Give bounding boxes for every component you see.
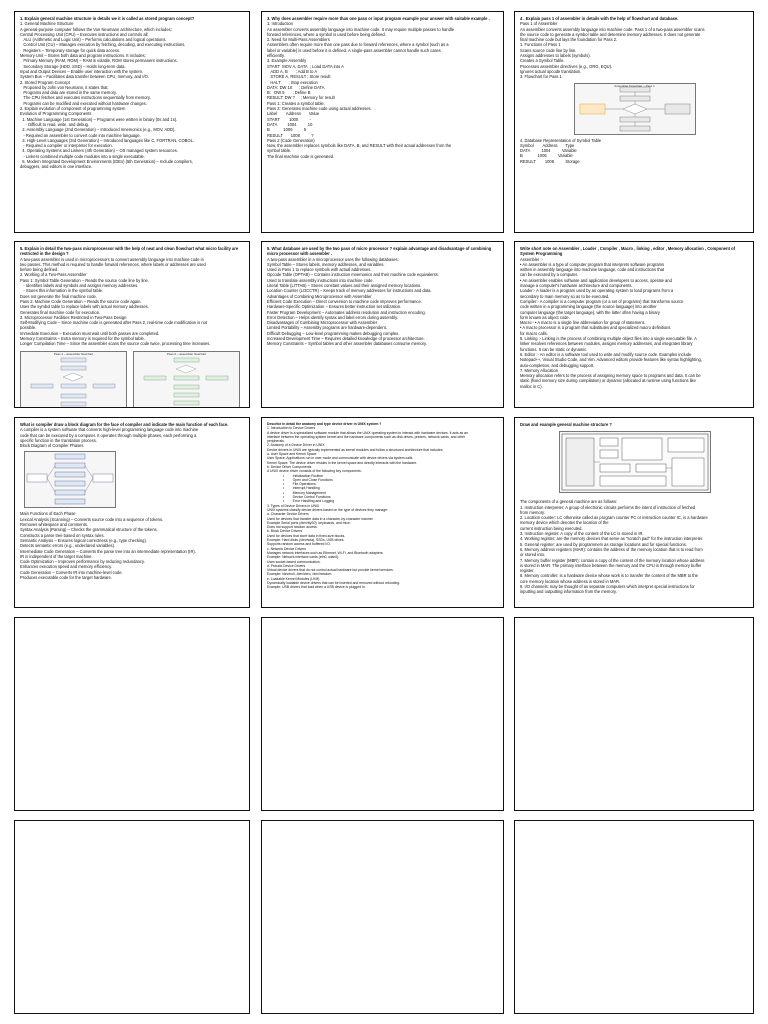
text-line: B 1006 Variable <box>520 153 573 159</box>
text-line: computer language (the target language), with the latter often having a binary <box>520 309 660 315</box>
text-line: 8. Memory controller: is a hardware device whose work is to transfer the content of the MBR to the <box>520 573 698 579</box>
text-line: User Space: Applications run in user mode and communicate with device drivers via system calls. <box>267 456 414 461</box>
text-line: 3. High-Level Languages (3rd Generation) – Introduced languages like C, FORTRAN, COBOL. <box>20 137 195 143</box>
text-line: form known as object code. <box>520 314 570 320</box>
text-line: Generates final machine code for execution. <box>20 309 101 315</box>
text-line: ALU (Arithmetic and Logic Unit) – Performs calculations and logical operations. <box>20 37 167 43</box>
text-line: B: DW 5 ; Define B <box>267 90 311 96</box>
card-machine-structure <box>14 11 250 233</box>
text-line: Faster Program Development – Automates address resolution and instruction encoding. <box>267 309 426 315</box>
figure-caption: Assembler Flowchart – Pass 1 <box>614 83 655 88</box>
text-line: 6. Memory address registers (MAR): contains the address of the memory location that is to read from <box>520 546 703 552</box>
text-line: 1. Functions of Pass 1 <box>520 42 561 48</box>
text-line: Primary Memory (RAM, ROM) – RAM is volatile, ROM stores permanent instructions. <box>20 58 178 64</box>
text-line: Notepad++, Visual Studio Code, and Vim. Advanced editors provide features like syntax highlighting, <box>520 357 702 363</box>
text-line: a. User Space and Kernel Space <box>267 452 317 457</box>
text-line: Pass 2: Generates machine code using actual addresses. <box>267 106 372 112</box>
text-line: A two-pass assembler in a microprocessor uses the following databases: <box>267 256 399 262</box>
text-line: Block Diagram of Compiler Phases <box>20 443 84 449</box>
text-line: Example: /dev/null, /dev/zero, /dev/random. <box>267 572 333 577</box>
text-line: forward references, where a symbol is used before being defined. <box>267 31 386 37</box>
text-line: Loader:- A loader is a program used by an operating system to load programs from a <box>520 288 674 294</box>
text-line: from memory. <box>520 509 545 515</box>
figure-caption: Pass 1 – assembler flowchart <box>53 351 94 356</box>
text-line: The CPU fetches and executes instructions sequentially from memory. <box>20 95 151 101</box>
text-line: Removes whitespace and comments. <box>20 522 89 528</box>
text-line: specific function in the translation process. <box>20 437 97 443</box>
text-line: d. Pseudo Device Drivers <box>267 563 306 568</box>
text-line: linker resolves references between modules, assigns memory addresses, and integrates library <box>520 341 693 347</box>
card-body <box>20 21 245 169</box>
empty-card-r5c2 <box>261 820 504 1014</box>
card-body <box>267 21 499 159</box>
pass2-diagram <box>133 351 240 408</box>
text-line: 3. Microprocessor Facilities Restricted in Two-Pass Design <box>20 314 127 320</box>
text-line: 7. Memory buffer register (MBR): contain a copy of the content of the memory location whose address <box>520 557 705 563</box>
text-line: 1. General Machine Structure <box>20 21 74 27</box>
text-line: Hardware-Specific Optimization – Ensures better instruction set utilization. <box>267 304 402 310</box>
text-line: 9. I/O channels: may be thought of as separate computers which interpret special instructions for <box>520 584 695 590</box>
text-line: Scans source code line by line. <box>520 47 577 53</box>
card-body-2 <box>520 138 749 164</box>
card-assembler-passes <box>261 11 504 233</box>
card-title: 5. What database are used by the two pass of micro processor ? explain advantage and disadvantage of combining micro processor with assembler . <box>267 246 493 257</box>
text-line: Proposed by John von Neumann, it states that: <box>20 84 109 90</box>
card-general-machine <box>514 417 754 608</box>
text-line: 3. Flowchart for Pass 1 <box>520 74 562 80</box>
text-line: 2. Stored Program Concept <box>20 79 70 85</box>
text-line: 6. Editor :- An editor is a software tool used to write and modify source code. Examples include <box>520 351 692 357</box>
text-line: 2. Need for Multi-Pass Assemblers <box>267 37 330 43</box>
text-line: inputting and outputting information from the memory. <box>520 589 617 595</box>
text-line: Syntax Analysis (Parsing) – Checks the grammatical structure of the tokens. <box>20 527 158 533</box>
text-line: memory device which denotes the location of the <box>520 520 609 526</box>
text-line: Main Functions of Each Phase <box>20 511 76 517</box>
machine-structure-diagram <box>559 431 711 493</box>
text-line: before being defined. <box>20 267 59 273</box>
text-line: • Device Control Functions <box>267 495 331 500</box>
text-line: secondary to main memory so as to be executed. <box>520 293 610 299</box>
text-line: Pass 1: Creates a symbol table. <box>267 100 325 106</box>
text-line: Lexical Analysis (Scanning) – Converts source code into a sequence of tokens. <box>20 516 164 522</box>
text-line: static (fixed memory size during compilation) or dynamic (allocated at runtime using functions like <box>520 378 696 384</box>
text-line: the source code to generate a symbol table and determine memory addresses. It does not generate <box>520 31 701 37</box>
text-line: Example: Network interface cards (eth0, wlan0). <box>267 555 340 560</box>
text-line: - Difficult to read, write, and debug. <box>20 121 90 127</box>
text-line: Assemblers often require more than one pass due to forward references, where a symbol (such as a <box>267 42 449 48</box>
text-line: interface between the operating system kernel and the hardware components such as disk drives, printers, network cards, and other <box>267 434 466 439</box>
text-line: • Open and Close Functions <box>267 477 333 482</box>
text-line: 2. Working of a Two-Pass Assembler <box>20 272 87 278</box>
text-line: Now, the assembler replaces symbols like DATA, B, and RESULT with their actual addresses from the <box>267 143 452 149</box>
text-line: Constructs a parse tree based on syntax rules. <box>20 532 105 538</box>
text-line: • An assembler enables software and application developers to access, operate and <box>520 277 672 283</box>
text-line: HALT ; Stop execution <box>267 79 318 85</box>
text-line: Pass 1 of Assembler <box>520 21 558 27</box>
text-line: Does not support random access. <box>267 525 318 530</box>
flowchart-diagram <box>575 84 695 134</box>
text-line: e. Loadable Kernel Modules (LKM) <box>267 576 320 581</box>
text-line: for macro calls. <box>520 330 548 336</box>
text-line: manage a computer's hardware architecture and components. <box>520 283 633 289</box>
empty-card-r4c1 <box>14 617 250 811</box>
card-title: 3. Why does assembler require more than one pass or input program example your answer with suitable example . <box>267 16 490 21</box>
card-body <box>520 21 749 79</box>
text-line: register. <box>520 568 535 574</box>
card-body <box>20 257 245 347</box>
text-line: Intermediate Code Generation – Converts the parse tree into an intermediate representation (IR). <box>20 548 196 554</box>
text-line: 5. Linking :- Linking is the process of combining multiple object files into a single executable file. A <box>520 336 697 342</box>
text-line: A UNIX device driver consists of the following key components: <box>267 469 362 474</box>
text-line: • A macro processor is a program that substitutes and specialized macro definitions <box>520 325 671 331</box>
text-line: Used for devices that store data in fixed-size blocks. <box>267 533 346 538</box>
text-line: Difficult Debugging – Low-level programming makes debugging complex. <box>267 330 400 336</box>
text-line: Ignores actual opcode translation. <box>520 68 582 74</box>
text-line: Evolution of Programming Components <box>20 111 92 117</box>
text-line: Opcode Table (OPTAB) – Contains instruction mnemonics and their machine code equivalents. <box>267 272 439 278</box>
card-body <box>267 257 499 347</box>
card-two-pass-microprocessor <box>14 241 250 408</box>
text-line: 3. Instruction register: A copy of the content of the LC is stored in IR. <box>520 531 644 537</box>
text-line: 2. Location counter: LC otherwise called as program counter PC or instruction counter IC, is a hardware <box>520 515 708 521</box>
card-body-2 <box>20 511 245 580</box>
text-line: - Required a compiler or interpreter for execution. <box>20 143 113 149</box>
text-line: Supports random access and buffered I/O. <box>267 542 331 547</box>
text-line: Uses the symbol table to replace labels with actual memory addresses. <box>20 304 149 310</box>
text-line: debuggers, and editors in one interface. <box>20 164 93 170</box>
text-line: Pass 1: Symbol Table Generation – Reads the source code line by line. <box>20 277 149 283</box>
pass1-flowchart-figure <box>574 83 696 135</box>
text-line: ADD A, B ; Add B to A <box>267 68 318 74</box>
text-line: 1. Machine Language (1st Generation) – Programs were written in binary (0s and 1s). <box>20 116 178 122</box>
text-line: 2. Assembly Language (2nd Generation) – Introduced mnemonics (e.g., MOV, ADD). <box>20 127 176 133</box>
text-line: Pass 2 (Code Generation) <box>267 137 315 143</box>
text-line: code that can be executed by a computer. It operates through multiple phases, each performing a <box>20 432 197 438</box>
text-line: RESULT 1008 ? <box>267 132 314 138</box>
text-line: Disadvantages of Combining Microprocessor with Assembler <box>267 320 378 326</box>
card-title: 5. Explain in detail the two-pass microprocessor with the help of neat and clean flowchart what micro facility are restricted in the design ? <box>20 246 240 257</box>
text-line: 3. Example Assembly <box>267 58 307 64</box>
text-line: c. Network Device Drivers <box>267 546 306 551</box>
text-line: Efficient Code Execution – Direct conversion to machine code improves performance. <box>267 298 422 304</box>
text-line: DATA 1004 10 <box>267 121 313 127</box>
text-line: core memory location whose address is stored in MAR. <box>520 578 621 584</box>
empty-card-r4c3 <box>514 617 754 811</box>
text-line: IR is independent of the target machine. <box>20 553 93 559</box>
text-line: Processes assembler directives (e.g., ORG, EQU). <box>520 63 613 69</box>
card-databases-two-pass <box>261 241 504 408</box>
text-line: Manages network interfaces such as Ethernet, Wi-Fi, and Bluetooth adapters. <box>267 550 384 555</box>
text-line: Enhances execution speed and memory efficiency. <box>20 564 113 570</box>
text-line: RESULT: DW ? ; Memory for result <box>267 95 335 101</box>
text-line: Semantic Analysis – Ensures logical correctness (e.g., type checking). <box>20 537 147 543</box>
text-line: Memory Constraints – Extra memory is required for the symbol table. <box>20 336 145 342</box>
figure-caption: Pass 2 – assembler flowchart <box>166 351 207 356</box>
text-line: Does not generate the final machine code. <box>20 293 97 299</box>
card-body <box>20 427 245 448</box>
text-line: Assigns addresses to labels (symbols). <box>520 53 591 59</box>
text-line: RESULT 1008 Storage <box>520 158 580 164</box>
text-line: Longer Compilation Time – Since the assembler scans the source code twice, processing time increases. <box>20 341 211 347</box>
text-line: Example: USB drivers that load when a USB device is plugged in. <box>267 585 366 590</box>
text-line: functions. It can be static or dynamic. <box>520 346 588 352</box>
text-line: Assembler :- <box>520 256 543 262</box>
text-line: The components of a general machine are as follows: <box>520 499 618 505</box>
text-line: Compiler:- A compiler is a computer program (or a set of programs) that transforms source <box>520 298 684 304</box>
text-line: symbol table. <box>267 148 292 154</box>
text-line: 1. Introduction <box>267 21 293 27</box>
text-line: 4. Operating Systems and Linkers (4th Generation) – OS managed system resources. <box>20 148 178 154</box>
text-line: Detects semantic errors (e.g., undeclared variables). <box>20 543 116 549</box>
text-line: peripherals. <box>267 439 285 444</box>
text-line: Error Detection – Helps identify syntax and label errors during assembly. <box>267 314 398 320</box>
text-line: An assembler converts assembly language into machine code. Pass 1 of a two-pass assembler scans <box>520 26 705 32</box>
text-line: label or variable) is used before it is defined. A single-pass assembler cannot handle such cases <box>267 47 441 53</box>
text-line: Memory Unit – Stores both data and program instructions. It includes: <box>20 53 146 59</box>
empty-card-r4c2 <box>261 617 504 811</box>
text-line: Literal Table (LITTAB) – Stores constant values and their assigned memory locations. <box>267 283 422 289</box>
text-line: 2. Anatomy of a Device Driver in UNIX <box>267 443 325 448</box>
text-line: Control Unit (CU) – Manages execution by fetching, decoding, and executing instructions. <box>20 42 186 48</box>
text-line: Example Serial ports (/dev/ttyS0), keyboards, and mice. <box>267 520 351 525</box>
card-title: 4 . Explain pass 1 of assembler in details with the help of flowchart and database. <box>520 16 679 21</box>
text-line: code written in a programming language (the source language) into another <box>520 304 657 310</box>
text-line: Creates a Symbol Table. <box>520 58 565 64</box>
text-line: Example: Hard disks (/dev/sda), SSDs, USB drives. <box>267 538 345 543</box>
card-title: Draw and example general machine structure ? <box>520 422 612 427</box>
compiler-block-diagram <box>24 451 116 508</box>
text-line: Memory Constraints – Symbol tables and other assembler databases consume memory. <box>267 341 427 347</box>
text-line: Symbol Table – Stores labels, memory addresses, and variables. <box>267 261 385 267</box>
text-line: Memory allocation refers to the process of assigning memory space to programs and data. It can be <box>520 373 701 379</box>
text-line: Pass 2: Machine Code Generation – Reads the source code again. <box>20 298 142 304</box>
text-line: A two-pass assembler is used in microprocessors to convert assembly language into machine code in <box>20 256 204 262</box>
text-line: Registers – Temporary storage for quick data access. <box>20 47 121 53</box>
text-line: Symbol Address Type <box>520 142 575 148</box>
text-line: Virtual device drivers that do not control actual hardware but provide kernel services. <box>267 568 394 573</box>
text-line: Label Address Value <box>267 111 320 117</box>
text-line: Programs and data are stored in the same memory. <box>20 90 117 96</box>
text-line: b. Device Driver Components <box>267 464 312 469</box>
empty-card-r5c3 <box>514 820 754 1014</box>
text-line: final machine code but lays the foundation for Pass 2. <box>520 37 618 43</box>
card-title: 1. Explain general machine structure in details we it is called as stored program concept? <box>20 16 195 21</box>
text-line: Macro:- • A macro is a single line abbreviation for group of statement. <box>520 320 645 326</box>
text-line: 4. Database Representation of Symbol Table <box>520 137 602 143</box>
card-device-drivers <box>261 417 504 608</box>
text-line: written in assembly language into machine language, code and instructions that <box>520 267 665 273</box>
text-line: The final machine code is generated. <box>267 153 335 159</box>
text-line: STORE A, RESULT ; Store result <box>267 74 331 80</box>
text-line: Used in Pass 1 to replace symbols with actual addresses. <box>267 267 372 273</box>
text-line: • An assembler is a type of computer program that interprets software programs <box>520 261 665 267</box>
text-line: Advantages of Combining Microprocessor with Assembler <box>267 293 372 299</box>
text-line: A general-purpose computer follows the Von Neumann architecture, which includes: <box>20 26 172 32</box>
text-line: DATA 1004 Variable <box>520 148 577 154</box>
text-line: 2. Explain evolution of component of programming system <box>20 106 126 112</box>
card-title: Write short note on Assembler , Loader , Compiler , Macro , linking , editor , Memory allocation , Component of System Programming <box>520 246 737 257</box>
text-line: Immediate Execution – Execution must wait until both passes are completed. <box>20 330 160 336</box>
text-line: Device drivers in UNIX are typically implemented as kernel modules and follow a structured architecture that includes: <box>267 447 444 452</box>
text-line: 1. Instruction interpreter: A group of electronic circuits performs the intent of instruction of fetched <box>520 504 696 510</box>
text-line: two passes. This method is required to handle forward references, where labels or addresses are used <box>20 261 206 267</box>
text-line: current instruction being executed. <box>520 525 583 531</box>
card-compiler-phases <box>14 417 250 608</box>
card-title: Describe in detail the anatomy and type device driver in UNIX system ? <box>267 422 382 426</box>
text-line: malloc in C). <box>520 383 543 389</box>
text-line: Limited Portability – Assembly programs are hardware-dependent. <box>267 325 387 331</box>
card-title: What is compiler draw a block diagram for the face of compiler and indicate the main function of each face. <box>20 422 229 427</box>
text-line: UNIX systems classify device drivers based on the type of devices they manage: <box>267 507 388 512</box>
text-line: DATA: DW 10 ; Define DATA <box>267 84 325 90</box>
text-line: • Interrupt Handling <box>267 486 320 491</box>
text-line: Input and Output Devices – Enable user interaction with the system. <box>20 68 144 74</box>
text-line: • Error Handling and Logging <box>267 499 335 504</box>
text-line: Produces executable code for the target hardware. <box>20 575 112 581</box>
text-line: Dynamically loadable device drivers that can be inserted and removed without rebooting. <box>267 580 401 585</box>
text-line: possible. <box>20 325 37 331</box>
text-line: A compiler is a system software that converts high-level programming language code into machine <box>20 427 199 433</box>
card-body-2 <box>520 499 749 594</box>
text-line: Code Optimization – Improves performance by reducing redundancy. <box>20 559 145 565</box>
text-line: Used for devices that transfer data in a character-by-character manner. <box>267 516 374 521</box>
text-line: or stored into. <box>520 552 546 558</box>
text-line: 7. Memory Allocation <box>520 367 558 373</box>
card-short-notes <box>514 241 754 408</box>
text-line: • Memory Management <box>267 490 326 495</box>
card-body <box>267 426 499 589</box>
text-line: 5. Modern Integrated Development Environments (IDEs) (5th Generation) – Include compilers, <box>20 159 193 165</box>
text-line: A device driver is a specialized software module that allows the UNIX operating system to interact with hardware devices. It acts as an <box>267 430 468 435</box>
text-line: B 1006 5 <box>267 127 307 133</box>
text-line: Uses socket-based communication. <box>267 559 321 564</box>
text-line: 1. Introduction to Device Drivers <box>267 426 316 431</box>
text-line: • Initialization Routine <box>267 473 324 478</box>
text-line: START 1000 - <box>267 116 311 122</box>
text-line: a. Character Device Drivers <box>267 512 309 517</box>
text-line: Secondary Storage (HDD, SSD) – Holds long-term data. <box>20 63 126 69</box>
text-line: efficiently. <box>267 53 285 59</box>
text-line: START MOV A, DATA ; Load DATA into A <box>267 63 344 69</box>
flowchart-pair <box>20 351 245 408</box>
text-line: is stored in MAR. The primary interface between the memory and the CPU is through memory buffer <box>520 562 702 568</box>
text-line: 4. Working register: are the memory devices that serve as "scratch pad" for the instruction interpreter. <box>520 536 704 542</box>
empty-card-r5c1 <box>14 820 250 1014</box>
text-line: - Required an assembler to convert code into machine language. <box>20 132 141 138</box>
text-line: Programs can be modified and executed without hardware changes. <box>20 100 147 106</box>
text-line: - Identifies labels and symbols and assigns memory addresses. <box>20 283 139 289</box>
text-line: b. Block Device Drivers <box>267 529 303 534</box>
text-line: auto-completion, and debugging support. <box>520 362 595 368</box>
text-line: 3. Types of Device Drivers in UNIX <box>267 503 320 508</box>
text-line: Increased Development Time – Requires detailed knowledge of processor architecture. <box>267 336 425 342</box>
text-line: Central Processing Unit (CPU) – Executes instructions and controls all: <box>20 31 149 37</box>
text-line: - Stores this information in the symbol table. <box>20 288 104 294</box>
text-line: Self-Modifying Code – Since machine code is generated after Pass 2, real-time code modification is not <box>20 320 208 326</box>
text-line: An assembler converts assembly language into machine code. It may require multiple passes to handle <box>267 26 455 32</box>
text-line: Kernel Space: The device driver resides in the kernel space and directly interacts with the hardware. <box>267 460 418 465</box>
text-line: Code Generation – Converts IR into machine-level code. <box>20 569 123 575</box>
card-body <box>520 257 749 389</box>
text-line: - Linkers combined multiple code modules into a single executable. <box>20 153 145 159</box>
text-line: Location Counter (LOCCTR) – Keeps track of memory addresses for instructions and data. <box>267 288 432 294</box>
text-line: Used to translate assembly instructions into machine code. <box>267 277 374 283</box>
card-pass1-flowchart <box>514 11 754 233</box>
text-line: System Bus – Facilitates data transfer between CPU, memory, and I/O. <box>20 74 149 80</box>
text-line: 5. General register: are used by programmers as storage locations and for special functions. <box>520 541 688 547</box>
text-line: • File Operations <box>267 482 316 487</box>
text-line: can be executed by a computer. <box>520 272 579 278</box>
pass1-diagram <box>20 351 127 408</box>
